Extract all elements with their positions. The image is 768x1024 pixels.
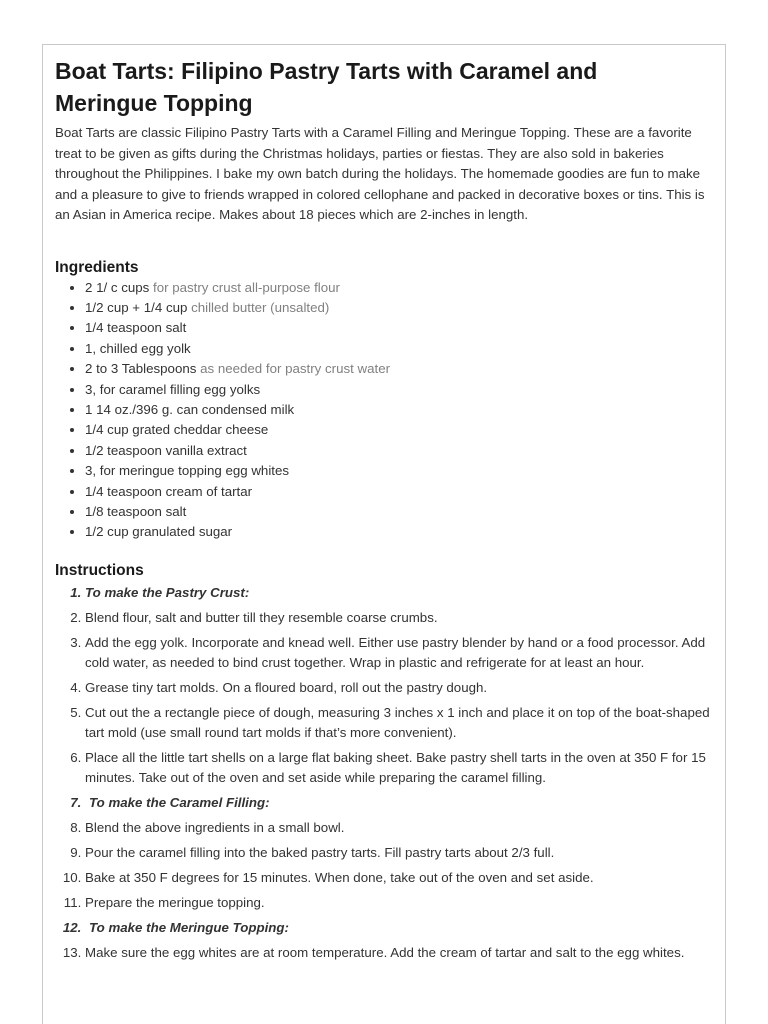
ingredient-amount: 1/4 teaspoon cream of tartar	[85, 483, 253, 499]
instruction-step	[85, 843, 717, 863]
ingredients-heading: Ingredients	[55, 258, 139, 276]
instruction-text: Pour the caramel filling into the baked pastry tarts. Fill pastry tarts about 2/3 full.	[85, 844, 555, 860]
instruction-text: To make the Pastry Crust:	[85, 584, 250, 600]
ingredient-amount: 1/8 teaspoon salt	[85, 503, 187, 519]
instruction-step	[85, 868, 717, 888]
instruction-step	[85, 748, 717, 788]
instruction-step	[85, 703, 717, 743]
ingredient-item	[85, 400, 717, 420]
ingredient-amount: 1/2 teaspoon vanilla extract	[85, 442, 247, 458]
instruction-text: Bake at 350 F degrees for 15 minutes. When done, take out of the oven and set aside.	[85, 869, 594, 885]
instruction-text: Grease tiny tart molds. On a floured board, roll out the pastry dough.	[85, 679, 488, 695]
instruction-step	[85, 818, 717, 838]
instructions-list	[55, 583, 717, 963]
ingredient-note: chilled butter (unsalted)	[191, 299, 330, 315]
instruction-text: Add the egg yolk. Incorporate and knead well. Either use pastry blender by hand or a food processor. Add cold water, as needed to bind crust together. Wrap in plastic and refrigerate for at least an hour.	[85, 634, 706, 670]
instruction-step	[85, 608, 717, 628]
ingredient-item	[85, 359, 717, 379]
instructions-heading: Instructions	[55, 561, 144, 579]
instruction-text: To make the Caramel Filling:	[89, 794, 270, 810]
ingredient-item	[85, 502, 717, 522]
recipe-summary: Boat Tarts are classic Filipino Pastry Tarts with a Caramel Filling and Meringue Topping. These are a favorite treat to be given as gifts during the Christmas holidays, parties or fiestas. They are also sold in bakeries throughout the Philippines. I bake my own batch during the holidays. The homemade goodies are fun to make and a pleasure to give to friends wrapped in colored cellophane and packed in decorative boxes or tins. This is an Asian in America recipe. Makes about 18 pieces which are 2-inches in length.	[55, 125, 705, 222]
instruction-section-header	[85, 583, 717, 603]
ingredient-amount: 1 14 oz./396 g. can condensed milk	[85, 401, 295, 417]
ingredient-note: as needed for pastry crust water	[200, 361, 391, 377]
instruction-section-header	[85, 918, 717, 938]
ingredients-list	[55, 278, 717, 543]
instruction-step	[85, 633, 717, 673]
instruction-step	[85, 893, 717, 913]
recipe-card	[42, 44, 726, 1024]
instruction-text: Place all the little tart shells on a large flat baking sheet. Bake pastry shell tarts in the oven at 350 F for 15 minutes. Take out of the oven and set aside while preparing the caramel filling.	[85, 749, 706, 785]
ingredient-amount: 2 1/ c cups	[85, 279, 150, 295]
ingredient-item	[85, 298, 717, 318]
ingredient-amount: 2 to 3 Tablespoons	[85, 361, 197, 377]
ingredient-item	[85, 318, 717, 338]
instruction-text: To make the Meringue Topping:	[89, 919, 289, 935]
ingredient-item	[85, 522, 717, 542]
instruction-text: Blend flour, salt and butter till they resemble coarse crumbs.	[85, 609, 438, 625]
instruction-text: Make sure the egg whites are at room temperature. Add the cream of tartar and salt to the egg whites.	[85, 944, 685, 960]
ingredient-amount: 3, for caramel filling egg yolks	[85, 381, 261, 397]
ingredient-item	[85, 461, 717, 481]
ingredient-item	[85, 278, 717, 298]
instruction-section-header	[85, 793, 717, 813]
instruction-text: Blend the above ingredients in a small bowl.	[85, 819, 345, 835]
ingredient-amount: 1/4 cup grated cheddar cheese	[85, 422, 269, 438]
ingredient-note: for pastry crust all-purpose flour	[153, 279, 340, 295]
recipe-title: Boat Tarts: Filipino Pastry Tarts with Caramel and Meringue Topping	[55, 58, 598, 116]
ingredient-amount: 1/4 teaspoon salt	[85, 320, 187, 336]
ingredient-item	[85, 420, 717, 440]
ingredient-item	[85, 380, 717, 400]
ingredient-amount: 1/2 cup granulated sugar	[85, 524, 233, 540]
ingredient-amount: 1/2 cup + 1/4 cup	[85, 299, 188, 315]
ingredient-item	[85, 339, 717, 359]
recipe-content	[55, 55, 717, 968]
ingredient-amount: 3, for meringue topping egg whites	[85, 463, 290, 479]
instruction-step	[85, 943, 717, 963]
ingredient-amount: 1, chilled egg yolk	[85, 340, 191, 356]
instruction-text: Cut out the a rectangle piece of dough, measuring 3 inches x 1 inch and place it on top of the boat-shaped tart mold (use small round tart molds if that’s more convenient).	[85, 704, 710, 740]
instruction-step	[85, 678, 717, 698]
instruction-text: Prepare the meringue topping.	[85, 894, 265, 910]
ingredient-item	[85, 441, 717, 461]
ingredient-item	[85, 482, 717, 502]
